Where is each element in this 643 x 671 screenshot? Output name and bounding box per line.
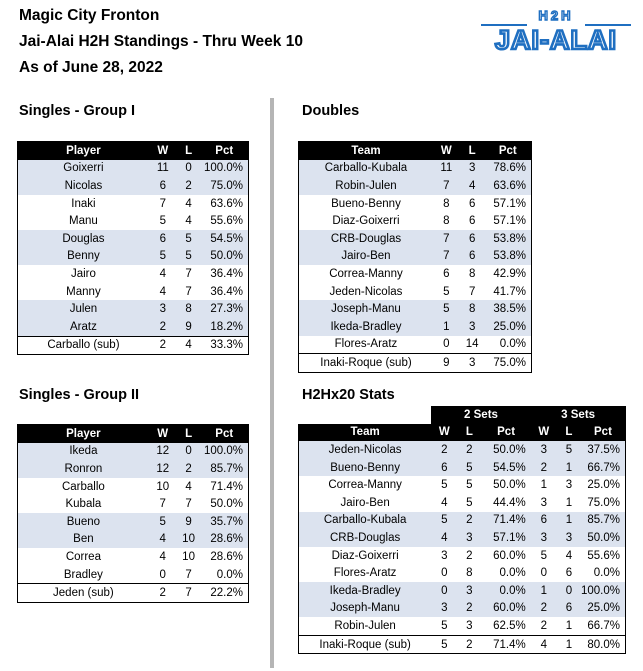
column-header: Pct — [485, 142, 532, 160]
column-header: Pct — [481, 424, 530, 442]
wins-cell: 4 — [149, 531, 177, 549]
column-header: L — [177, 425, 201, 443]
table-row — [299, 547, 626, 565]
as-of-date: As of June 28, 2022 — [19, 59, 163, 76]
table-row — [299, 512, 626, 530]
table-row — [299, 600, 626, 618]
wins-cell: 7 — [433, 177, 460, 195]
wins-3sets-cell: 0 — [540, 567, 548, 580]
svg-text:JAI-ALAI: JAI-ALAI — [495, 25, 617, 52]
pct-cell: 0.0% — [216, 568, 243, 581]
losses-cell: 4 — [185, 197, 192, 210]
pct-3sets-cell: 80.0% — [581, 635, 626, 654]
table-row — [18, 566, 249, 584]
losses-2sets-cell: 3 — [466, 619, 473, 632]
pct-cell: 75.0% — [201, 177, 249, 195]
losses-3sets-cell: 3 — [557, 529, 581, 547]
losses-cell: 7 — [185, 267, 192, 280]
losses-2sets-cell: 3 — [457, 582, 481, 600]
wins-cell: 12 — [149, 460, 177, 478]
table-row — [299, 300, 532, 318]
pct-cell: 71.4% — [210, 480, 243, 493]
pct-cell: 100.0% — [201, 160, 249, 178]
column-header: L — [557, 424, 581, 442]
venue-title: Magic City Fronton — [19, 7, 160, 24]
wins-cell: 8 — [443, 197, 450, 210]
pct-2sets-cell: 57.1% — [481, 529, 530, 547]
name-cell: Jairo — [70, 267, 96, 280]
losses-3sets-cell: 4 — [565, 549, 573, 562]
name-cell: Diaz-Goixerri — [299, 547, 432, 565]
name-cell: Inaki — [71, 197, 96, 210]
wins-cell: 2 — [149, 336, 177, 355]
wins-3sets-cell: 5 — [540, 549, 548, 562]
name-cell: Goixerri — [18, 160, 149, 178]
wins-cell: 2 — [149, 318, 177, 336]
pct-2sets-cell: 60.0% — [493, 549, 526, 562]
losses-cell: 10 — [177, 531, 201, 549]
column-header: Pct — [201, 142, 249, 160]
losses-2sets-cell: 5 — [466, 479, 473, 492]
losses-2sets-cell: 2 — [466, 549, 473, 562]
wins-3sets-cell: 1 — [531, 582, 557, 600]
pct-cell: 57.1% — [493, 215, 526, 228]
name-cell: Aratz — [18, 318, 149, 336]
wins-3sets-cell: 2 — [531, 600, 557, 618]
table-row — [299, 318, 532, 336]
losses-cell: 7 — [468, 285, 476, 298]
name-cell: Manny — [66, 285, 101, 298]
wins-cell: 6 — [149, 230, 177, 248]
pct-cell: 63.6% — [485, 177, 532, 195]
table-row — [18, 195, 249, 213]
name-cell: Correa — [65, 550, 101, 563]
table-row — [18, 443, 249, 461]
pct-cell: 57.1% — [493, 197, 526, 210]
losses-2sets-cell: 3 — [457, 529, 481, 547]
table-row — [299, 617, 626, 635]
table-row — [299, 283, 532, 301]
pct-3sets-cell: 66.7% — [581, 617, 626, 635]
singles-group2-title: Singles - Group II — [19, 387, 140, 403]
wins-2sets-cell: 4 — [431, 529, 457, 547]
table-row — [18, 160, 249, 178]
losses-cell: 7 — [185, 568, 192, 581]
wins-cell: 4 — [159, 285, 166, 298]
losses-cell: 4 — [185, 480, 192, 493]
pct-cell: 41.7% — [493, 285, 526, 298]
losses-3sets-cell: 0 — [557, 582, 581, 600]
wins-2sets-cell: 3 — [441, 549, 448, 562]
wins-2sets-cell: 2 — [431, 441, 457, 459]
losses-3sets-cell: 1 — [557, 512, 581, 530]
table-row — [18, 177, 249, 195]
table-row — [18, 531, 249, 549]
pct-cell: 50.0% — [201, 248, 249, 266]
pct-cell: 78.6% — [485, 160, 532, 178]
name-cell: Diaz-Goixerri — [332, 215, 400, 228]
pct-3sets-cell: 25.0% — [581, 476, 626, 494]
name-cell: Jeden-Nicolas — [329, 285, 403, 298]
wins-cell: 0 — [443, 338, 450, 351]
pct-cell: 27.3% — [201, 300, 249, 318]
pct-cell: 28.6% — [210, 550, 243, 563]
table-row — [18, 495, 249, 513]
name-cell: Ikeda — [18, 443, 149, 461]
column-header: Pct — [201, 425, 249, 443]
table-row — [299, 441, 626, 459]
pct-3sets-cell: 55.6% — [581, 547, 626, 565]
singles-group1-table — [17, 141, 249, 355]
wins-3sets-cell: 3 — [531, 529, 557, 547]
losses-cell: 3 — [460, 354, 485, 373]
table-row — [18, 265, 249, 283]
losses-2sets-cell: 2 — [457, 635, 481, 654]
name-cell: Bueno-Benny — [299, 459, 432, 477]
column-header: W — [149, 142, 177, 160]
wins-2sets-cell: 5 — [431, 512, 457, 530]
name-cell: Ronron — [18, 460, 149, 478]
table-row — [299, 336, 532, 354]
wins-2sets-cell: 4 — [441, 496, 448, 509]
wins-cell: 7 — [433, 248, 460, 266]
table-row — [18, 248, 249, 266]
header-row — [18, 425, 249, 443]
losses-2sets-cell: 2 — [457, 600, 481, 618]
wins-cell: 7 — [159, 197, 166, 210]
wins-cell: 0 — [159, 568, 166, 581]
pct-2sets-cell: 0.0% — [499, 567, 526, 580]
losses-2sets-cell: 2 — [457, 512, 481, 530]
group-header-row — [299, 406, 626, 424]
doubles-title: Doubles — [302, 103, 360, 119]
wins-cell: 5 — [443, 285, 450, 298]
losses-cell: 3 — [460, 160, 485, 178]
three-sets-header: 3 Sets — [531, 406, 626, 424]
wins-cell: 5 — [433, 300, 460, 318]
table-row — [18, 212, 249, 230]
header-row — [299, 424, 626, 442]
pct-cell: 33.3% — [201, 336, 249, 355]
losses-cell: 6 — [460, 230, 485, 248]
wins-cell: 5 — [159, 215, 166, 228]
name-cell: Jeden-Nicolas — [299, 441, 432, 459]
losses-cell: 6 — [460, 248, 485, 266]
table-row — [18, 300, 249, 318]
column-header: W — [431, 424, 457, 442]
losses-3sets-cell: 1 — [557, 635, 581, 654]
pct-cell: 54.5% — [201, 230, 249, 248]
losses-cell: 4 — [185, 215, 192, 228]
pct-2sets-cell: 44.4% — [493, 496, 526, 509]
table-row — [18, 283, 249, 301]
wins-3sets-cell: 2 — [540, 619, 548, 632]
pct-cell: 75.0% — [485, 354, 532, 373]
wins-3sets-cell: 4 — [531, 635, 557, 654]
table-row — [299, 230, 532, 248]
table-row — [299, 212, 532, 230]
losses-cell: 7 — [185, 498, 192, 511]
pct-3sets-cell: 50.0% — [581, 529, 626, 547]
column-header: L — [177, 142, 201, 160]
wins-3sets-cell: 3 — [531, 441, 557, 459]
name-cell: Manu — [69, 215, 98, 228]
name-cell: Correa-Manny — [329, 267, 403, 280]
h2h-stats-table — [298, 406, 626, 654]
name-cell: Kubala — [65, 498, 102, 511]
standings-title: Jai-Alai H2H Standings - Thru Week 10 — [19, 33, 303, 50]
name-cell: Bueno-Benny — [331, 197, 401, 210]
losses-3sets-cell: 6 — [565, 567, 573, 580]
losses-3sets-cell: 1 — [557, 459, 581, 477]
pct-cell: 28.6% — [201, 531, 249, 549]
wins-cell: 11 — [433, 160, 460, 178]
losses-2sets-cell: 2 — [457, 441, 481, 459]
svg-text:H2H: H2H — [538, 8, 574, 23]
pct-3sets-cell: 25.0% — [581, 600, 626, 618]
h2h-stats-title: H2Hx20 Stats — [302, 387, 395, 403]
column-header: W — [531, 424, 557, 442]
table-row — [299, 529, 626, 547]
pct-2sets-cell: 0.0% — [481, 582, 530, 600]
pct-cell: 18.2% — [201, 318, 249, 336]
pct-2sets-cell: 71.4% — [481, 635, 530, 654]
name-cell: Carballo-Kubala — [299, 160, 433, 178]
table-row — [299, 494, 626, 512]
pct-cell: 53.8% — [485, 230, 532, 248]
name-cell: Bradley — [63, 568, 103, 581]
wins-2sets-cell: 5 — [441, 619, 448, 632]
name-cell: Jairo-Ben — [299, 494, 432, 512]
losses-cell: 3 — [460, 318, 485, 336]
name-cell: Ikeda-Bradley — [299, 582, 432, 600]
losses-3sets-cell: 1 — [565, 496, 573, 509]
name-cell: Ikeda-Bradley — [299, 318, 433, 336]
pct-cell: 36.4% — [210, 285, 243, 298]
pct-3sets-cell: 66.7% — [581, 459, 626, 477]
losses-cell: 7 — [177, 584, 201, 603]
pct-cell: 50.0% — [210, 498, 243, 511]
pct-2sets-cell: 54.5% — [481, 459, 530, 477]
pct-cell: 0.0% — [499, 338, 526, 351]
table-row — [299, 564, 626, 582]
table-row — [299, 265, 532, 283]
losses-cell: 4 — [460, 177, 485, 195]
table-row — [299, 160, 532, 178]
pct-cell: 36.4% — [210, 267, 243, 280]
wins-cell: 4 — [159, 267, 166, 280]
wins-cell: 11 — [149, 160, 177, 178]
name-cell: Inaki-Roque (sub) — [299, 635, 432, 654]
name-cell: Douglas — [18, 230, 149, 248]
name-cell: Inaki-Roque (sub) — [299, 354, 433, 373]
wins-cell: 7 — [159, 498, 166, 511]
singles-group2-table — [17, 424, 249, 603]
pct-cell: 85.7% — [201, 460, 249, 478]
table-row — [18, 513, 249, 531]
wins-cell: 5 — [149, 248, 177, 266]
pct-2sets-cell: 50.0% — [493, 479, 526, 492]
name-cell: CRB-Douglas — [299, 230, 433, 248]
column-header: W — [433, 142, 460, 160]
losses-cell: 6 — [468, 215, 476, 228]
table-row — [299, 476, 626, 494]
column-header: L — [457, 424, 481, 442]
name-cell: Joseph-Manu — [299, 600, 432, 618]
pct-2sets-cell: 50.0% — [481, 441, 530, 459]
name-cell: Bueno — [18, 513, 149, 531]
losses-2sets-cell: 5 — [466, 496, 473, 509]
name-cell: Jairo-Ben — [299, 248, 433, 266]
name-cell: Carballo-Kubala — [299, 512, 432, 530]
wins-2sets-cell: 5 — [431, 635, 457, 654]
losses-cell: 9 — [177, 513, 201, 531]
pct-3sets-cell: 37.5% — [581, 441, 626, 459]
losses-3sets-cell: 6 — [557, 600, 581, 618]
wins-cell: 10 — [156, 480, 170, 493]
pct-3sets-cell: 0.0% — [581, 564, 626, 582]
losses-cell: 0 — [177, 160, 201, 178]
losses-cell: 2 — [177, 177, 201, 195]
column-header: W — [149, 425, 177, 443]
name-cell: Flores-Aratz — [299, 564, 432, 582]
losses-cell: 8 — [177, 300, 201, 318]
wins-cell: 5 — [149, 513, 177, 531]
wins-cell: 12 — [149, 443, 177, 461]
wins-cell: 1 — [433, 318, 460, 336]
table-row — [18, 460, 249, 478]
wins-cell: 8 — [443, 215, 450, 228]
wins-cell: 4 — [159, 550, 166, 563]
name-cell: CRB-Douglas — [299, 529, 432, 547]
sub-row — [299, 635, 626, 654]
doubles-table — [298, 141, 532, 373]
name-cell: Ben — [18, 531, 149, 549]
wins-cell: 6 — [443, 267, 450, 280]
losses-3sets-cell: 5 — [557, 441, 581, 459]
column-divider — [270, 98, 274, 668]
wins-cell: 2 — [149, 584, 177, 603]
losses-cell: 2 — [177, 460, 201, 478]
pct-cell: 55.6% — [210, 215, 243, 228]
pct-cell: 22.2% — [201, 584, 249, 603]
name-cell: Robin-Julen — [299, 177, 433, 195]
wins-cell: 6 — [149, 177, 177, 195]
pct-cell: 38.5% — [485, 300, 532, 318]
header-row — [18, 142, 249, 160]
column-header: Team — [299, 424, 432, 442]
singles-group1-title: Singles - Group I — [19, 103, 136, 119]
table-row — [299, 582, 626, 600]
two-sets-header: 2 Sets — [431, 406, 531, 424]
name-cell: Nicolas — [18, 177, 149, 195]
losses-3sets-cell: 1 — [565, 619, 573, 632]
pct-cell: 53.8% — [485, 248, 532, 266]
losses-cell: 5 — [177, 230, 201, 248]
column-header: Team — [299, 142, 433, 160]
wins-cell: 9 — [433, 354, 460, 373]
table-row — [18, 318, 249, 336]
pct-3sets-cell: 100.0% — [581, 582, 626, 600]
wins-3sets-cell: 1 — [540, 479, 548, 492]
wins-2sets-cell: 0 — [441, 567, 448, 580]
losses-cell: 6 — [468, 197, 476, 210]
blank-cell — [299, 406, 432, 424]
name-cell: Carballo — [61, 480, 105, 493]
sub-row — [299, 354, 532, 373]
h2h-jai-alai-logo — [475, 6, 637, 52]
pct-cell: 100.0% — [201, 443, 249, 461]
losses-cell: 7 — [185, 285, 192, 298]
losses-cell: 8 — [460, 300, 485, 318]
name-cell: Jeden (sub) — [18, 584, 149, 603]
wins-cell: 7 — [433, 230, 460, 248]
losses-3sets-cell: 3 — [565, 479, 573, 492]
table-row — [18, 548, 249, 566]
losses-cell: 8 — [468, 267, 476, 280]
name-cell: Benny — [18, 248, 149, 266]
pct-2sets-cell: 60.0% — [481, 600, 530, 618]
losses-cell: 14 — [465, 338, 479, 351]
pct-2sets-cell: 71.4% — [481, 512, 530, 530]
pct-cell: 63.6% — [210, 197, 243, 210]
losses-2sets-cell: 5 — [457, 459, 481, 477]
name-cell: Carballo (sub) — [18, 336, 149, 355]
pct-3sets-cell: 75.0% — [581, 494, 626, 512]
pct-cell: 42.9% — [493, 267, 526, 280]
column-header: Player — [18, 142, 149, 160]
wins-3sets-cell: 3 — [540, 496, 548, 509]
column-header: L — [460, 142, 485, 160]
pct-3sets-cell: 85.7% — [581, 512, 626, 530]
wins-3sets-cell: 6 — [531, 512, 557, 530]
table-row — [18, 478, 249, 496]
name-cell: Correa-Manny — [299, 476, 432, 494]
table-row — [299, 248, 532, 266]
sub-row — [18, 584, 249, 603]
losses-cell: 0 — [177, 443, 201, 461]
header-row — [299, 142, 532, 160]
wins-2sets-cell: 6 — [431, 459, 457, 477]
wins-3sets-cell: 2 — [531, 459, 557, 477]
table-row — [299, 195, 532, 213]
losses-cell: 10 — [182, 550, 195, 563]
table-row — [299, 459, 626, 477]
wins-2sets-cell: 0 — [431, 582, 457, 600]
losses-2sets-cell: 8 — [466, 567, 473, 580]
name-cell: Julen — [18, 300, 149, 318]
name-cell: Joseph-Manu — [299, 300, 433, 318]
pct-2sets-cell: 62.5% — [493, 619, 526, 632]
losses-cell: 9 — [177, 318, 201, 336]
column-header: Player — [18, 425, 149, 443]
column-header: Pct — [581, 424, 626, 442]
table-row — [299, 177, 532, 195]
wins-cell: 3 — [149, 300, 177, 318]
wins-2sets-cell: 5 — [441, 479, 448, 492]
sub-row — [18, 336, 249, 355]
name-cell: Robin-Julen — [299, 617, 432, 635]
name-cell: Flores-Aratz — [334, 338, 398, 351]
table-row — [18, 230, 249, 248]
pct-cell: 35.7% — [201, 513, 249, 531]
wins-2sets-cell: 3 — [431, 600, 457, 618]
losses-cell: 5 — [177, 248, 201, 266]
losses-cell: 4 — [177, 336, 201, 355]
pct-cell: 25.0% — [485, 318, 532, 336]
